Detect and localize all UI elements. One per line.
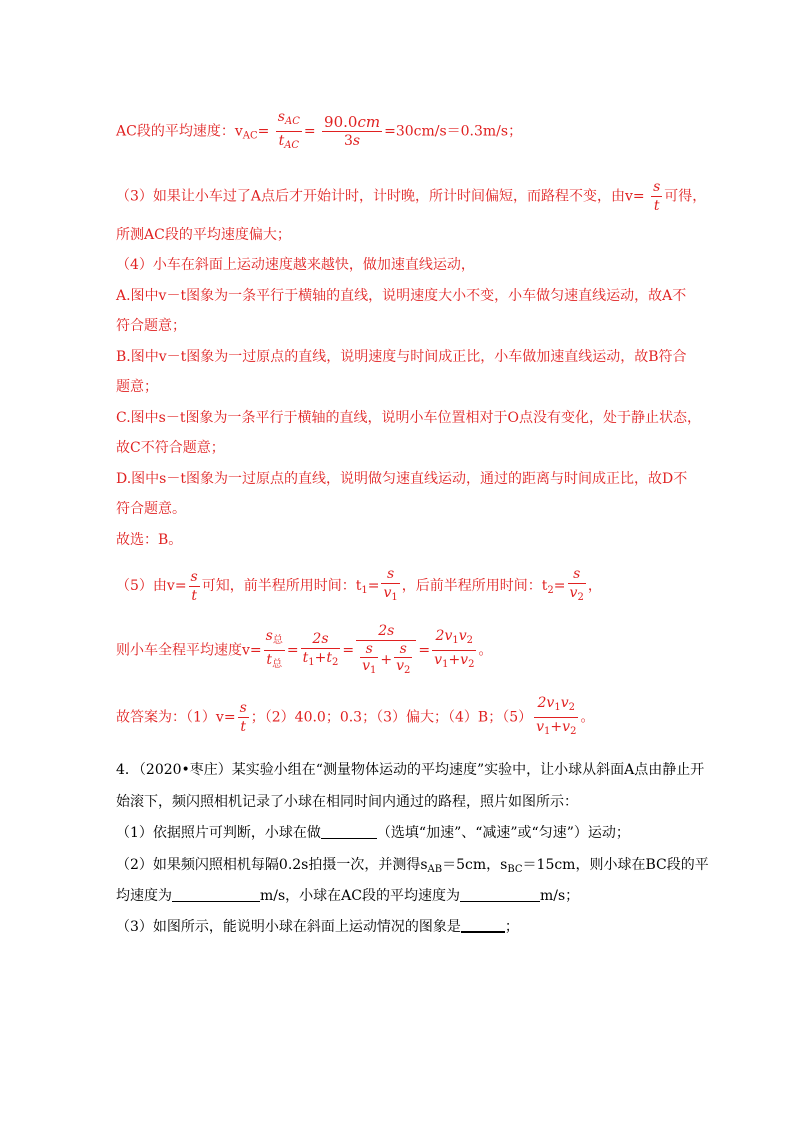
fraction-2s-sum: 2s $\frac{s}{v_1}$ + $\frac{s}{v_2}$	[356, 622, 416, 679]
option-b-line-1: B.图中v－t图象为一过原点的直线，说明速度与时间成正比，小车做加速直线运动，故B符合	[116, 349, 687, 365]
fraction-90cm-3s: $\frac{90.0cm}{3s}$	[324, 113, 381, 149]
answer-line-5: （5）由v= $\frac{s}{t}$ 可知，前半程所用时间：$t_1=$ $\frac{s}{v_1}$ ，后前半程所用时间：$t_2=$ $\frac{s}{v_2}$ ，	[116, 565, 602, 607]
ac-speed-prefix: AC段的平均速度：v	[116, 123, 243, 140]
final-answer-line: 故答案为：（1）v= $\frac{s}{t}$ ；（2）40.0；0.3；（3）偏大；（4）B；（5） $\frac{2v_1v_2}{v_1+v_2}$ 。	[116, 694, 594, 741]
answer-blank-4[interactable]	[461, 917, 505, 933]
fraction-s-v1: $\frac{s}{v_1}$	[383, 566, 398, 603]
option-b-line-2: 题意；	[116, 379, 158, 395]
option-c-line-1: C.图中s－t图象为一条平行于横轴的直线，说明小车位置相对于O点没有变化，处于静止状态，	[116, 410, 701, 426]
ac-speed-sub: AC	[242, 130, 258, 142]
answer-blank-3[interactable]	[460, 887, 540, 902]
option-d-line-1: D.图中s－t图象为一过原点的直线，说明做匀速直线运动，通过的距离与时间成正比，故D不	[116, 471, 688, 487]
answer-blank-2[interactable]	[172, 887, 260, 902]
answer-line-4: （4）小车在斜面上运动速度越来越快，做加速直线运动，	[116, 257, 475, 273]
question-4-part-2: （2）如果频闪照相机每隔0.2s拍摄一次，并测得$s_{AB}=5cm$，$s_{BC}=15cm$，则小球在BC段的平	[116, 857, 709, 875]
fraction-2v1v2-v1-v2: $\frac{2v_1v_2}{v_1+v_2}$	[434, 628, 475, 670]
fraction-2s-t1-t2: $\frac{2s}{t_1+t_2}$	[302, 630, 339, 668]
answer-line-ac-speed: AC段的平均速度：$v_{AC}=$ $\frac{s_{AC}}{t_{AC}}$ = $\frac{90.0cm}{3s}$ =30cm/s＝0.3m/s；	[116, 108, 522, 155]
option-a-line-2: 符合题意；	[116, 318, 186, 334]
fraction-s-t-3: $\frac{s}{t}$	[239, 700, 247, 735]
fraction-s-total-t-total: $\frac{s_总}{t_总}$	[265, 628, 283, 670]
question-4-line-2: 始滚下，频闪照相机记录了小球在相同时间内通过的路程，照片如图所示：	[116, 794, 578, 810]
option-c-line-2: 故C不符合题意；	[116, 440, 225, 456]
question-4-part-3: （3）如图所示，能说明小球在斜面上运动情况的图象是 ；	[116, 919, 519, 935]
question-4-part-1: （1）依据照片可判断，小球在做 （选填“加速”、“减速”或“匀速”）运动；	[116, 825, 630, 841]
answer-line-average-speed: 则小车全程平均速度v= $\frac{s_总}{t_总}$ = $\frac{2s}{t_1+t_2}$ = 2s $\frac{s}{v_1}$ + $\frac{s}{v_2}$ = $\frac{2v_1v_2}{v_1+v_2}$ 。	[116, 622, 492, 679]
question-4-line-1: 4．（2020•枣庄）某实验小组在“测量物体运动的平均速度”实验中，让小球从斜面A点由静止开	[116, 762, 705, 778]
answer-line-3-cont: 所测AC段的平均速度偏大；	[116, 227, 291, 243]
option-d-line-2: 符合题意。	[116, 501, 186, 517]
question-4-part-2-cont: 均速度为 m/s，小球在AC段的平均速度为 m/s；	[116, 888, 580, 904]
fraction-sac-tac: $\frac{s_{AC}}{t_{AC}}$	[277, 109, 300, 151]
answer-line-3: （3）如果让小车过了A点后才开始计时，计时晚，所计时间偏短，而路程不变，由v= $\frac{s}{t}$ 可得，	[116, 179, 707, 214]
answer-choice: 故选：B。	[116, 532, 183, 548]
fraction-s-t: $\frac{s}{t}$	[653, 179, 661, 214]
answer-blank-1[interactable]	[321, 824, 377, 839]
option-a-line-1: A.图中v－t图象为一条平行于横轴的直线，说明速度大小不变，小车做匀速直线运动，故A不	[116, 288, 687, 304]
fraction-s-t-2: $\frac{s}{t}$	[190, 568, 198, 604]
ac-speed-result: 30cm/s＝0.3m/s；	[395, 123, 523, 140]
fraction-s-v2: $\frac{s}{v_2}$	[569, 566, 584, 603]
fraction-2v1v2-v1-v2-final: $\frac{2v_1v_2}{v_1+v_2}$	[536, 695, 577, 737]
